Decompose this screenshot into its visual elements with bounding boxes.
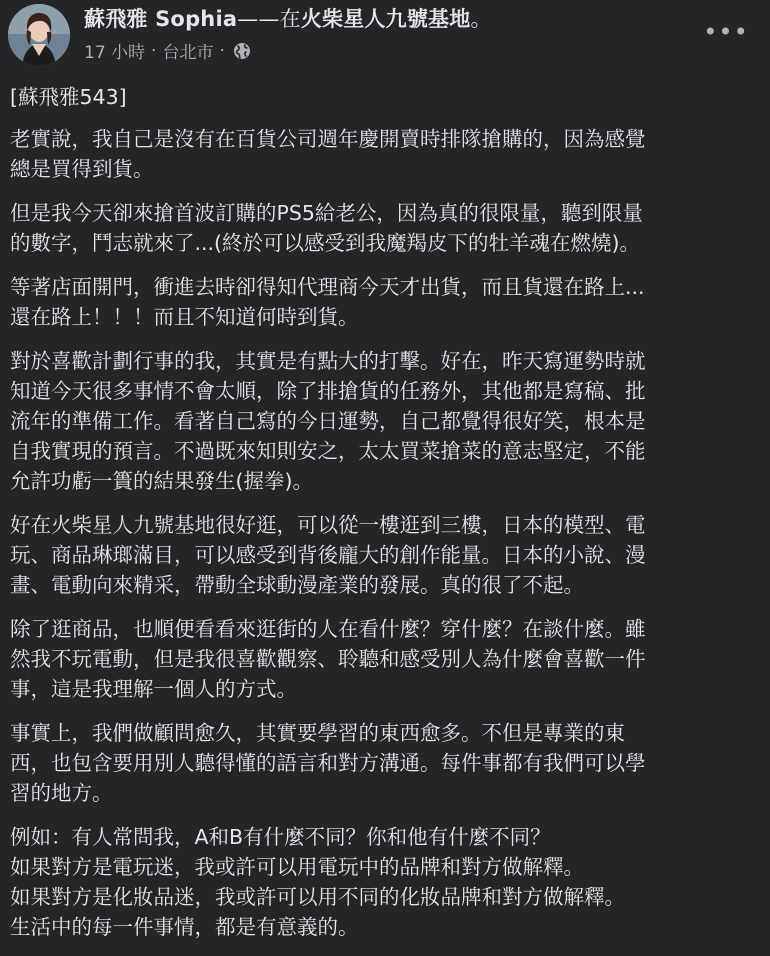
- location-link[interactable]: 火柴星人九號基地: [300, 7, 471, 31]
- avatar[interactable]: [8, 4, 70, 66]
- post-paragraph: 老實說，我自己是沒有在百貨公司週年慶開賣時排隊搶購的，因為感覺 總是買得到貨。: [10, 127, 646, 181]
- meta-dot: ·: [151, 40, 157, 61]
- post-paragraph: 但是我今天卻來搶首波訂購的PS5給老公，因為真的很限量，聽到限量 的數字，鬥志就來了...(終於可以感受到我魔羯皮下的牡羊魂在燃燒)。: [10, 201, 643, 255]
- post-meta: [84, 38, 251, 63]
- author-name[interactable]: 蘇飛雅 Sophia: [84, 7, 238, 31]
- post-paragraph: 事實上，我們做顧問愈久，其實要學習的東西愈多。不但是專業的東 西，也包含要用別人聽得懂的語言和對方溝通。每件事都有我們可以學 習的地方。: [10, 721, 646, 805]
- post-paragraph: 例如：有人常問我，A和B有什麼不同？你和他有什麼不同？ 如果對方是電玩迷，我或許可以用電玩中的品牌和對方做解釋。 如果對方是化妝品迷，我或許可以用不同的化妝品牌和對方做解釋。 生活中的每一件事情，都是有意義的。: [10, 825, 625, 939]
- post-timestamp[interactable]: 17 小時: [84, 43, 146, 63]
- post-body: [10, 82, 762, 956]
- post-paragraph: 等著店面開門，衝進去時卻得知代理商今天才出貨，而且貨還在路上... 還在路上！！！而且不知道何時到貨。: [10, 275, 645, 329]
- more-options-button[interactable]: •••: [703, 18, 749, 46]
- post-paragraph[interactable]: [蘇飛雅543]: [10, 85, 127, 109]
- post-header: [0, 0, 770, 70]
- meta-dot: ·: [219, 40, 225, 61]
- post-author-line: [84, 3, 492, 33]
- post-city[interactable]: 台北市: [162, 43, 214, 63]
- location-separator: ——在: [237, 7, 301, 31]
- avatar-image: [8, 4, 70, 66]
- post-paragraph: 除了逛商品，也順便看看來逛街的人在看什麼？穿什麼？在談什麼。雖 然我不玩電動，但是我很喜歡觀察、聆聽和感受別人為什麼會喜歡一件 事，這是我理解一個人的方式。: [10, 617, 646, 701]
- location-suffix: 。: [470, 7, 492, 31]
- globe-icon[interactable]: [233, 42, 251, 60]
- post-paragraph: 對於喜歡計劃行事的我，其實是有點大的打擊。好在，昨天寫運勢時就 知道今天很多事情不會太順，除了排搶貨的任務外，其他都是寫稿、批 流年的準備工作。看著自己寫的今日運勢，自己都覺得很好笑，根本是 自我實現的預言。不過既來知則安之，太太買菜搶菜的意志堅定，不能 允許功虧一簣的結果發生(握拳)。: [10, 349, 646, 493]
- post-paragraph: 好在火柴星人九號基地很好逛，可以從一樓逛到三樓，日本的模型、電 玩、商品琳瑯滿目，可以感受到背後龐大的創作能量。日本的小說、漫 畫、電動向來精采，帶動全球動漫產業的發展。真的很了不起。: [10, 513, 646, 597]
